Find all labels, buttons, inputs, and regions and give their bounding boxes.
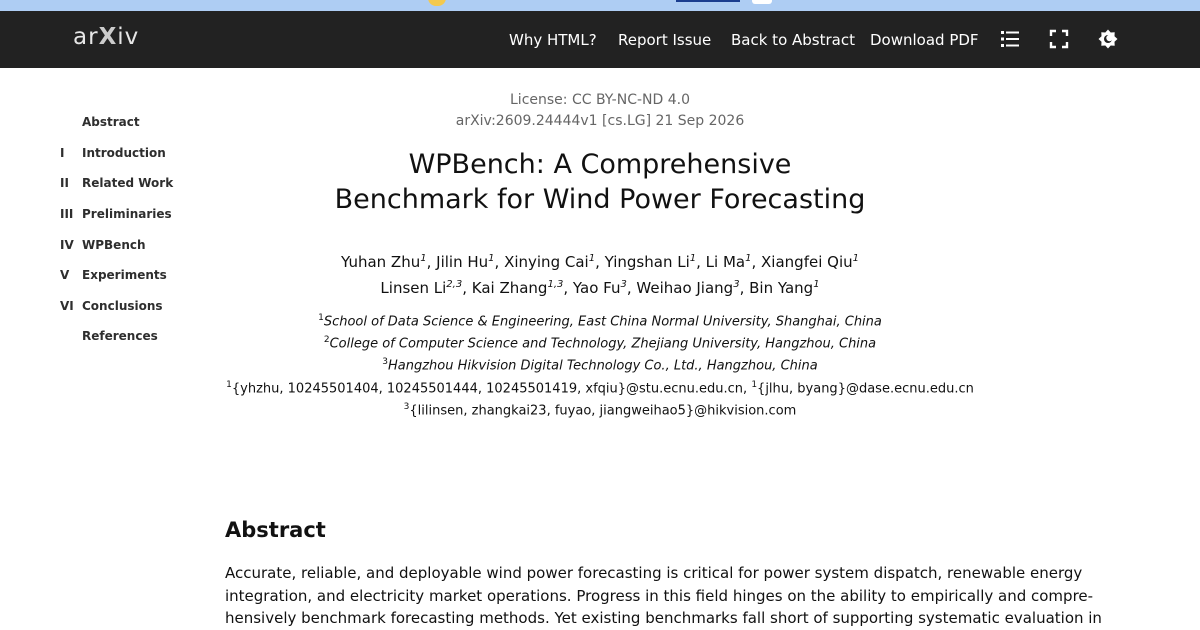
back-to-abstract-link[interactable]: Back to Abstract bbox=[731, 31, 855, 49]
author-name: Yingshan Li bbox=[604, 253, 690, 271]
affiliation-1 bbox=[0, 313, 1200, 329]
why-html-link[interactable]: Why HTML? bbox=[509, 31, 597, 49]
email-sup: 1 bbox=[226, 380, 232, 390]
download-pdf-link[interactable]: Download PDF bbox=[870, 31, 979, 49]
author-name: Yao Fu bbox=[572, 279, 621, 297]
author-sup: 1,3 bbox=[547, 279, 564, 290]
paper-title-line-1: WPBench: A Comprehensive bbox=[408, 149, 792, 180]
email-text: {yhzhu, 10245501404, 10245501444, 10245501419, xfqiu}@stu.ecnu.edu.cn, bbox=[231, 381, 752, 397]
abstract-body bbox=[225, 562, 1102, 630]
affiliation-sup: 2 bbox=[323, 335, 330, 345]
author-sup: 1 bbox=[488, 253, 495, 264]
author-name: Bin Yang bbox=[749, 279, 814, 297]
banner-link-underline bbox=[676, 0, 740, 2]
arxiv-id-text: arXiv:2609.24444v1 [cs.LG] 21 Sep 2026 bbox=[455, 113, 745, 129]
author-sup: 1 bbox=[588, 253, 596, 264]
email-sup: 3 bbox=[403, 402, 410, 412]
report-issue-link[interactable]: Report Issue bbox=[618, 31, 712, 49]
abstract-line: integration, and electricity market operations. Progress in this field hinges on the ability to empirically and compre- bbox=[225, 586, 1094, 605]
affiliation-3 bbox=[0, 357, 1200, 373]
affiliation-text: School of Data Science & Engineering, East China Normal University, Shanghai, China bbox=[323, 314, 882, 330]
author-sup: 1 bbox=[813, 279, 820, 290]
author-name: Weihao Jiang bbox=[636, 279, 734, 297]
email-sup: 1 bbox=[751, 380, 758, 390]
affiliation-text: Hangzhou Hikvision Digital Technology Co., Ltd., Hangzhou, China bbox=[388, 358, 818, 374]
author-sup: 1 bbox=[689, 253, 697, 264]
abstract-line: Accurate, reliable, and deployable wind power forecasting is critical for power system dispatch, renewable energy bbox=[225, 564, 1083, 582]
paper-title-line-2: Benchmark for Wind Power Forecasting bbox=[334, 184, 866, 215]
authors-line-2: Linsen Li$^{2,3}$, Kai Zhang$^{1,3}$, Yao Fu$^3$, Weihao Jiang$^3$, Bin Yang$^1$ bbox=[380, 279, 820, 297]
authors-line-1: Yuhan Zhu$^1$, Jilin Hu$^1$, Xinying Cai$^1$, Yingshan Li$^1$, Li Ma$^1$, Xiangfei Qiu$^1$ bbox=[341, 253, 859, 271]
email-text: {lilinsen, zhangkai23, fuyao, jiangweihao5}@hikvision.com bbox=[409, 403, 797, 419]
affiliation-sup: 3 bbox=[382, 357, 388, 367]
author-name: Xinying Cai bbox=[504, 253, 589, 271]
affiliation-sup: 1 bbox=[318, 313, 324, 323]
affiliation-2 bbox=[0, 335, 1200, 351]
author-sup: 3 bbox=[733, 279, 740, 290]
author-name: Li Ma bbox=[705, 253, 746, 271]
banner-close-icon[interactable] bbox=[752, 0, 772, 4]
banner-emoji-icon bbox=[428, 0, 446, 6]
browser-top-strip bbox=[0, 0, 1200, 11]
theme-toggle-icon[interactable] bbox=[1098, 29, 1118, 49]
fullscreen-icon[interactable] bbox=[1049, 29, 1069, 49]
author-name: Kai Zhang bbox=[471, 279, 548, 297]
email-line-2 bbox=[0, 402, 1200, 418]
email-line-1 bbox=[0, 380, 1200, 396]
navbar bbox=[0, 11, 1200, 68]
author-sup: 1 bbox=[745, 253, 752, 264]
author-name: Yuhan Zhu bbox=[341, 253, 421, 271]
author-sup: 1 bbox=[420, 253, 427, 264]
email-text: {jlhu, byang}@dase.ecnu.edu.cn bbox=[757, 381, 974, 397]
abstract-heading: Abstract bbox=[225, 518, 326, 542]
list-icon[interactable] bbox=[1000, 29, 1020, 49]
author-sup: 1 bbox=[852, 253, 859, 264]
abstract-line: hensively benchmark forecasting methods. Yet existing benchmarks fall short of supporting systematic evaluation in bbox=[225, 609, 1102, 627]
author-name: Xiangfei Qiu bbox=[761, 253, 853, 271]
author-sup: 2,3 bbox=[446, 279, 463, 290]
license-text: License: CC BY-NC-ND 4.0 bbox=[510, 92, 690, 108]
author-name: Linsen Li bbox=[380, 279, 447, 297]
author-sup: 3 bbox=[620, 279, 627, 290]
author-name: Jilin Hu bbox=[436, 253, 489, 271]
affiliation-text: College of Computer Science and Technology, Zhejiang University, Hangzhou, China bbox=[329, 336, 877, 352]
arxiv-logo[interactable]: arXiv bbox=[73, 24, 140, 50]
